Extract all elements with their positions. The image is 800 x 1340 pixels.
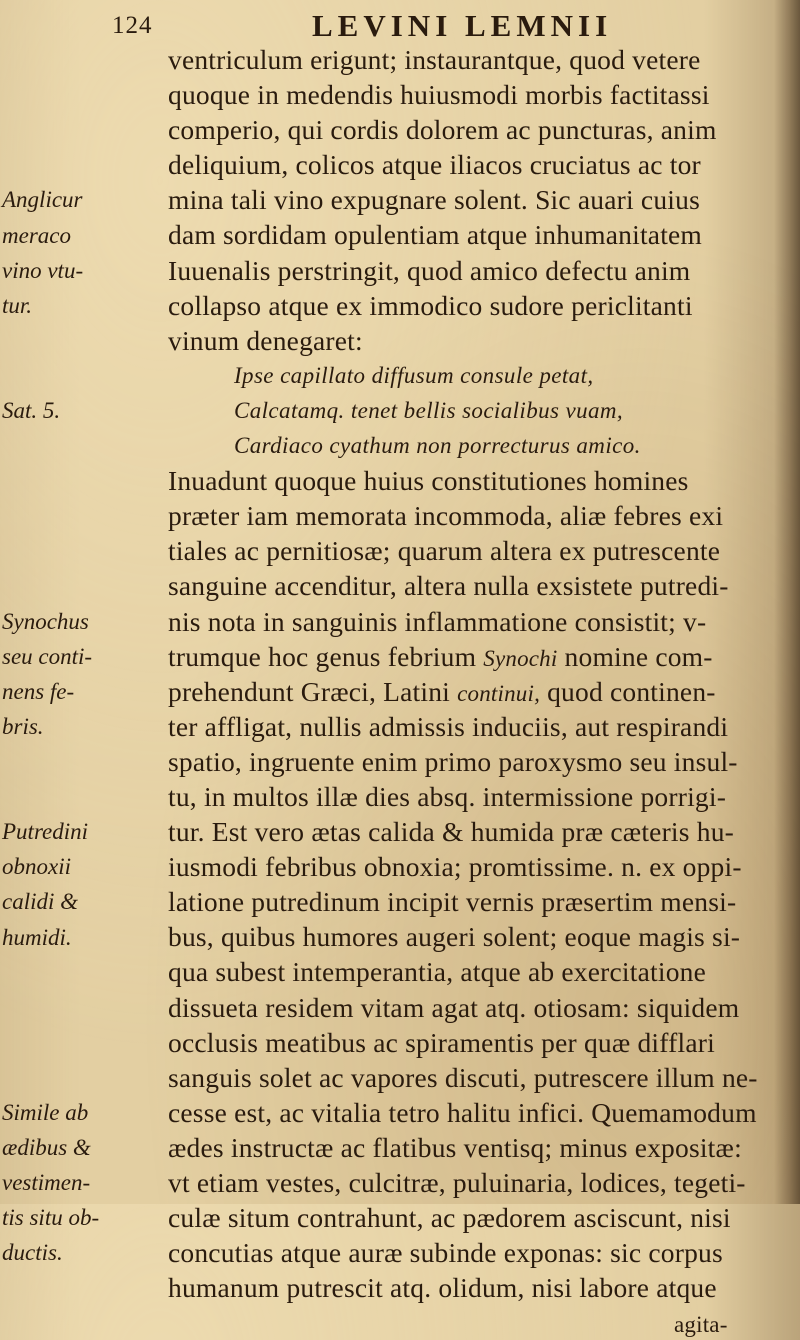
main-text-block [168, 42, 788, 1340]
line-text: iusmodi febribus obnoxia; promtissime. n. ex oppi- [168, 851, 742, 883]
line-text: Iuuenalis perstringit, quod amico defectu anim [168, 254, 691, 286]
margin-note: Synochus [2, 608, 89, 634]
text-line [168, 744, 788, 779]
text-line [168, 253, 788, 288]
margin-note: bris. [2, 713, 44, 739]
text-line [168, 112, 788, 147]
line-text: deliquium, colicos atque iliacos cruciatus ac tor [168, 149, 701, 181]
text-segment: prehendunt Græci, Latini [168, 675, 458, 707]
margin-note: Anglicur [2, 187, 83, 213]
running-title: LEVINI LEMNII [312, 8, 613, 43]
text-line [168, 779, 788, 814]
text-line [168, 1165, 788, 1200]
line-text: dissueta residem vitam agat atq. otiosam: siquidem [168, 991, 740, 1023]
text-line [168, 42, 788, 77]
line-text: tur. Est vero ætas calida & humida præ cæteris hu- [168, 816, 735, 848]
text-line [168, 1305, 788, 1340]
line-text: nis nota in sanguinis inflammatione consistit; v- [168, 605, 707, 637]
text-line [168, 288, 788, 323]
text-line [168, 182, 788, 217]
text-line [168, 990, 788, 1025]
line-text: ædes instructæ ac flatibus ventisq; minus expositæ: [168, 1131, 742, 1163]
line-text: dam sordidam opulentiam atque inhumanitatem [168, 219, 703, 251]
line-text: sanguine accenditur, altera nulla exsistete putredi- [168, 570, 729, 602]
margin-note: Sat. 5. [2, 398, 61, 423]
text-line [168, 1130, 788, 1165]
line-text: bus, quibus humores augeri solent; eoque magis si- [168, 921, 741, 953]
line-text: Cardiaco cyathum non porrecturus amico. [234, 433, 641, 459]
text-line [168, 919, 788, 954]
verse-line [168, 358, 788, 393]
text-line [168, 674, 788, 709]
margin-note: meraco [2, 222, 71, 248]
text-line [168, 849, 788, 884]
line-text: præter iam memorata incommoda, aliæ febres exi [168, 500, 724, 532]
line-text: Ipse capillato diffusum consule petat, [234, 362, 594, 388]
margin-note: vino vtu- [2, 257, 84, 283]
line-text: vinum denegaret: [168, 324, 363, 356]
text-segment: trumque hoc genus febrium [168, 640, 484, 672]
line-text: culæ situm contrahunt, ac pædorem asciscunt, nisi [168, 1202, 731, 1234]
line-text: comperio, qui cordis dolorem ac puncturas, anim [168, 114, 717, 146]
margin-note: ædibus & [2, 1135, 91, 1161]
line-text: sanguis solet ac vapores discuti, putrescere illum ne- [168, 1061, 758, 1093]
text-line [168, 1060, 788, 1095]
line-text: Calcatamq. tenet bellis socialibus vuam, [234, 397, 624, 423]
line-text: latione putredinum incipit vernis præsertim mensi- [168, 886, 737, 918]
running-header [0, 4, 800, 43]
line-text: tiales ac pernitiosæ; quarum altera ex putrescente [168, 535, 721, 567]
text-line [168, 604, 788, 639]
text-line [168, 814, 788, 849]
text-segment: quod continen- [540, 675, 716, 707]
text-line [168, 709, 788, 744]
line-text: humanum putrescit atq. olidum, nisi labore atque [168, 1272, 717, 1304]
verse-line [168, 428, 788, 463]
text-line [168, 463, 788, 498]
margin-note: humidi. [2, 924, 72, 950]
text-line [168, 1270, 788, 1305]
text-segment: nomine com- [557, 640, 713, 672]
line-text: qua subest intemperantia, atque ab exercitatione [168, 956, 706, 988]
line-text: occlusis meatibus ac spiramentis per quæ difflari [168, 1026, 715, 1058]
line-text: concutias atque auræ subinde exponas: sic corpus [168, 1237, 723, 1269]
text-line [168, 1235, 788, 1270]
margin-note: nens fe- [2, 678, 75, 704]
line-text: spatio, ingruente enim primo paroxysmo seu insul- [168, 745, 738, 777]
margin-note: Simile ab [2, 1100, 89, 1125]
page-number: 124 [112, 12, 153, 39]
text-line [168, 884, 788, 919]
text-line [168, 533, 788, 568]
line-text: Inuadunt quoque huius constitutiones homines [168, 465, 689, 497]
text-line [168, 954, 788, 989]
catchword: agita- [674, 1312, 728, 1338]
line-text: ter affligat, nullis admissis induciis, aut respirandi [168, 710, 729, 742]
italic-term: Synochi [483, 645, 558, 671]
line-text: ventriculum erigunt; instaurantque, quod vetere [168, 44, 701, 75]
line-text: cesse est, ac vitalia tetro halitu infici. Quemamodum [168, 1096, 757, 1128]
line-text: collapso atque ex immodico sudore periclitanti [168, 289, 693, 321]
text-line [168, 77, 788, 112]
italic-term: continui, [457, 680, 541, 706]
line-text: quoque in medendis huiusmodi morbis factitassi [168, 79, 710, 111]
line-text: tu, in multos illæ dies absq. intermissione porrigi- [168, 780, 727, 812]
line-text: mina tali vino expugnare solent. Sic auari cuius [168, 184, 700, 216]
margin-note: ductis. [2, 1240, 63, 1266]
margin-note: Putredini [2, 819, 89, 845]
margin-note: seu conti- [2, 643, 93, 669]
text-line [168, 568, 788, 603]
text-line [168, 498, 788, 533]
text-line [168, 323, 788, 358]
margin-note: calidi & [2, 889, 79, 915]
margin-note: vestimen- [2, 1170, 91, 1196]
margin-note: obnoxii [2, 854, 71, 880]
text-line [168, 1200, 788, 1235]
margin-note: tur. [2, 292, 33, 318]
text-line [168, 217, 788, 252]
line-text: vt etiam vestes, culcitræ, puluinaria, lodices, tegeti- [168, 1167, 746, 1198]
text-line [168, 1025, 788, 1060]
text-line [168, 639, 788, 674]
text-line [168, 1095, 788, 1130]
text-line [168, 147, 788, 182]
verse-line [168, 393, 788, 428]
margin-note: tis situ ob- [2, 1205, 100, 1231]
